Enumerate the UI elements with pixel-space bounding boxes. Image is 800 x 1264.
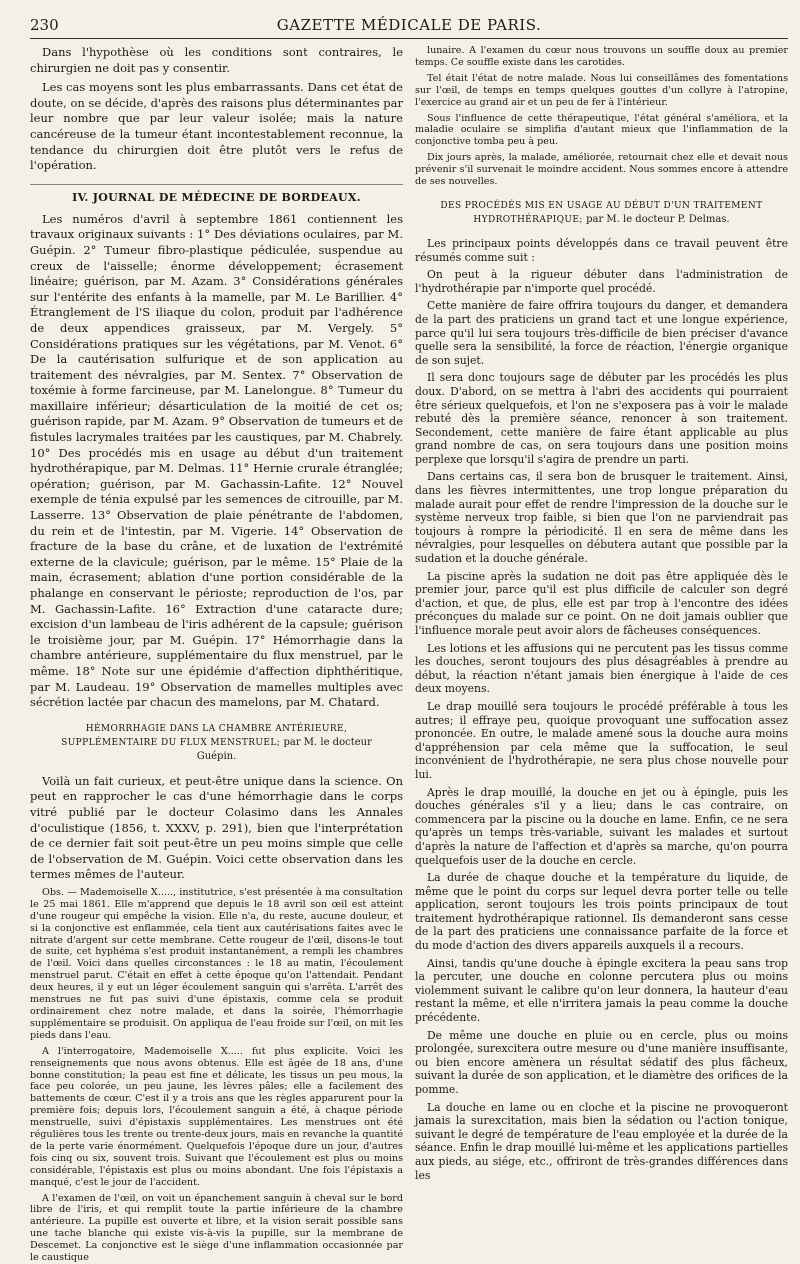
paragraph: Les cas moyens sont les plus embarrassants. Dans cet état de doute, on se décide, d'après des raisons plus déterminantes par leur nombre que par leur valeur isolée; mais la nature cancéreuse de la tumeur étant incontestablement reconnue, la tendance du chirurgien doit être plutôt vers le refus de l'opération. xyxy=(30,80,403,173)
article-title xyxy=(40,723,393,764)
journal-title: GAZETTE MÉDICALE DE PARIS. xyxy=(276,16,542,34)
paragraph: De même une douche en pluie ou en cercle, plus ou moins prolongée, surexcitera outre mesure ou d'une manière insuffisante, ou bien encore amènera un résultat sédatif des plus fâcheux, suivant la durée de son application, et le diamètre des orifices de la pomme. xyxy=(415,1028,788,1096)
paragraph: La durée de chaque douche et la température du liquide, de même que le point du corps sur lequel devra porter telle ou telle application, seront toujours les trois points principaux de tout traitement hydrothérapique rationnel. Ils demanderont sans cesse de la part des praticiens une connaissance parfaite de la force et du mode d'action des divers appareils auxquels il a recours. xyxy=(415,871,788,953)
paragraph: Dans l'hypothèse où les conditions sont contraires, le chirurgien ne doit pas y consentir. xyxy=(30,45,403,75)
paragraph: Le drap mouillé sera toujours le procédé préférable à tous les autres; il effraye peu, quoique provoquant une suffocation assez prononcée. En outre, le malade amené sous la douche aura moins d'appréhension par cela même que la suffocation, le seul inconvénient de l'hydrothérapie, ne sera plus chose nouvelle pour lui. xyxy=(415,699,788,781)
paragraph: Cette manière de faire offrira toujours du danger, et demandera de la part des praticiens un grand tact et une longue expérience, parce qu'il lui sera toujours très-difficile de bien préciser d'avance quelle sera la sensibilité, la force de réaction, l'énergie organique de son sujet. xyxy=(415,299,788,367)
columns xyxy=(30,45,788,1264)
paragraph: On peut à la rigueur débuter dans l'administration de l'hydrothérapie par n'importe quel procédé. xyxy=(415,268,788,295)
paragraph: Après le drap mouillé, la douche en jet ou à épingle, puis les douches générales s'il y a lieu; dans le cas contraire, on commencera par la piscine ou la douche en lame. Enfin, ce ne sera qu'après un temps très-variable, suivant les malades et surtout d'après la nature de l'affection et d'après sa marche, qu'on pourra quelquefois user de la douche en cercle. xyxy=(415,785,788,867)
article-title-text: DES PROCÉDÉS MIS EN USAGE AU DÉBUT D'UN TRAITEMENT HYDROTHÉRAPIQUE; xyxy=(440,200,763,225)
paragraph: La douche en lame ou en cloche et la piscine ne provoqueront jamais la surexcitation, mais bien la sédation ou l'action tonique, suivant le degré de température de l'eau employée et la durée de la séance. Enfin le drap mouillé lui-même et les applications partielles aux pieds, au siége, etc., offriront de très-grandes différences dans les xyxy=(415,1100,788,1182)
paragraph: Voilà un fait curieux, et peut-être unique dans la science. On peut en rapprocher le cas d'une hémorrhagie dans le corps vitré publié par le docteur Colasimo dans les Annales d'oculistique (1856, t. XXXV, p. 291), bien que l'interprétation de ce dernier fait soit peut-être un peu moins simple que celle de l'observation de M. Guépin. Voici cette observation dans les termes mêmes de l'auteur. xyxy=(30,773,403,882)
paragraph: Dans certains cas, il sera bon de brusquer le traitement. Ainsi, dans les fièvres intermittentes, une trop longue préparation du malade aurait pour effet de rendre l'impression de la douche sur le système nerveux trop faible, si bien que l'on ne parviendrait pas toujours à rompre la périodicité. Il en sera de même dans les névralgies, pour lesquelles on débutera autant que possible par la sudation et la douche générale. xyxy=(415,470,788,566)
paragraph: Les numéros d'avril à septembre 1861 contiennent les travaux originaux suivants : 1° Des déviations oculaires, par M. Guépin. 2° Tumeur fibro-plastique pédiculée, suspendue au creux de l'aisselle; énorme développement; écrasement linéaire; guérison, par M. Azam. 3° Considérations générales sur l'entérite des enfants à la mamelle, par M. Le Barillier. 4° Étranglement de l'S iliaque du colon, produit par l'adhérence de deux appendices graisseux, par M. Vergely. 5° Considérations pratiques sur les végétations, par M. Venot. 6° De la cautérisation sulfurique et de son application au traitement des névralgies, par M. Sentex. 7° Observation de toxémie à forme farcineuse, par M. Lanelongue. 8° Tumeur du maxillaire inférieur; désarticulation de la moitié de cet os; guérison rapide, par M. Azam. 9° Observation de tumeurs et de fistules lacrymales traitées par les caustiques, par M. Chabrely. 10° Des procédés mis en usage au début d'un traitement hydrothérapique, par M. Delmas. 11° Hernie crurale étranglée; opération; guérison, par M. Gachassin-Lafite. 12° Nouvel exemple de ténia expulsé par les semences de citrouille, par M. Lasserre. 13° Observation de plaie pénétrante de l'abdomen, du rein et de l'intestin, par M. Vigerie. 14° Observation de fracture de la base du crâne, et de luxation de l'extrémité externe de la clavicule; guérison, par le même. 15° Plaie de la main, écrasement; ablation d'une portion considérable de la phalange en conservant le périoste; reproduction de l'os, par M. Gachassin-Lafite. 16° Extraction d'une cataracte dure; excision d'un lambeau de l'iris adhérent de la capsule; guérison le troisième jour, par M. Guépin. 17° Hémorrhagie dans la chambre antérieure, supplémentaire du flux menstruel, par le même. 18° Note sur une épidémie d'affection diphthéritique, par M. Laudeau. 19° Observation de mamelles multiples avec sécrétion lactée par chacun des mamelons, par M. Chatard. xyxy=(30,211,403,710)
paragraph: Sous l'influence de cette thérapeutique, l'état général s'améliora, et la maladie oculaire se simplifia d'autant mieux que l'inflammation de la conjonctive tomba peu à peu. xyxy=(415,112,788,148)
paragraph: Tel était l'état de notre malade. Nous lui conseillâmes des fomentations sur l'œil, de temps en temps quelques gouttes d'un collyre à l'atropine, l'exercice au grand air et un peu de fer à l'intérieur. xyxy=(415,72,788,108)
page-header xyxy=(30,14,788,39)
paragraph: A l'interrogatoire, Mademoiselle X..... fut plus explicite. Voici les renseignements que nous avons obtenus. Elle est âgée de 18 ans, d'une bonne constitution; la peau est fine et délicate, les tissus un peu mous, la face peu colorée, un peu jaune, les lèvres pâles; elle a facilement des battements de cœur. C'est il y a trois ans que les règles apparurent pour la première fois; depuis lors, l'écoulement sanguin a été, à chaque période menstruelle, suivi d'épistaxis supplémentaires. Les menstrues ont été régulières tous les trente ou trente-deux jours, mais en revanche la quantité de la perte varie énormément. Quelquefois l'époque dure un jour, d'autres fois cinq ou six, souvent trois. Suivant que l'écoulement est plus ou moins considérable, l'épistaxis est plus ou moins abondant. Une fois l'épistaxis a manqué, c'est le jour de l'accident. xyxy=(30,1045,403,1188)
left-column xyxy=(30,45,403,1264)
section-heading: IV. JOURNAL DE MÉDECINE DE BORDEAUX. xyxy=(30,184,403,204)
article-byline: par M. le docteur P. Delmas. xyxy=(586,213,730,225)
article-byline: par M. le docteur Guépin. xyxy=(196,736,372,762)
article-title-text: HÉMORRHAGIE DANS LA CHAMBRE ANTÉRIEURE, SUPPLÉMENTAIRE DU FLUX MENSTRUEL; xyxy=(61,723,348,748)
paragraph: Les principaux points développés dans ce travail peuvent être résumés comme suit : xyxy=(415,236,788,264)
article-title xyxy=(425,200,778,227)
paragraph: Obs. — Mademoiselle X....., institutrice, s'est présentée à ma consultation le 25 mai 1861. Elle m'apprend que depuis le 18 avril son œil est atteint d'une rougeur qui empêche la vision. Elle n'a, du reste, aucune douleur, et si la conjonctive est enflammée, cela tient aux cautérisations faites avec le nitrate d'argent sur cette membrane. Cette rougeur de l'œil, disons-le tout de suite, cet hyphéma s'est produit instantanément, a rempli les chambres de l'œil. Voici dans quelles circonstances : le 18 au matin, l'écoulement menstruel parut. C'était en effet à cette époque qu'on l'attendait. Pendant deux heures, il y eut un léger écoulement sanguin qui s'arrêta. L'arrêt des menstrues ne fut pas suivi d'une épistaxis, comme cela se produit ordinairement chez notre malade, et dans la soirée, l'hémorrhagie supplémentaire se produisit. On appliqua de l'eau froide sur l'œil, on mit les pieds dans l'eau. xyxy=(30,886,403,1041)
paragraph: Dix jours après, la malade, améliorée, retournait chez elle et devait nous prévenir s'il survenait le moindre accident. Nous sommes encore à attendre de ses nouvelles. xyxy=(415,152,788,188)
paragraph: Les lotions et les affusions qui ne percutent pas les tissus comme les douches, seront toujours des plus désagréables à prendre au début, la réaction n'étant jamais bien énergique à l'aide de ces deux moyens. xyxy=(415,641,788,696)
paragraph: Ainsi, tandis qu'une douche à épingle excitera la peau sans trop la percuter, une douche en colonne percutera plus ou moins violemment suivant le calibre qu'on leur donnera, la hauteur d'eau restant la même, et elle n'irritera jamais la peau comme la douche précédente. xyxy=(415,956,788,1025)
paragraph: Il sera donc toujours sage de débuter par les procédés les plus doux. D'abord, on se mettra à l'abri des accidents qui pourraient être sérieux quelquefois, et l'on ne s'exposera pas à voir le malade rebuté dès la première séance, renoncer à son traitement. Secondement, cette manière de faire étant applicable au plus grand nombre de cas, on sera toujours dans une position moins perplexe que lorsqu'il s'agira de prendre un parti. xyxy=(415,371,788,466)
right-column xyxy=(415,45,788,1182)
page-number: 230 xyxy=(30,16,59,34)
paragraph: La piscine après la sudation ne doit pas être appliquée dès le premier jour, parce qu'il est plus difficile de calculer son degré d'action, et que, de plus, elle est par trop à l'encontre des idées préconçues du malade sur ce point. On ne doit jamais oublier que l'influence morale peut avoir alors de fâcheuses conséquences. xyxy=(415,569,788,637)
paragraph: lunaire. A l'examen du cœur nous trouvons un souffle doux au premier temps. Ce souffle existe dans les carotides. xyxy=(415,45,788,68)
paragraph: A l'examen de l'œil, on voit un épanchement sanguin à cheval sur le bord libre de l'iris, et qui remplit toute la partie inférieure de la chambre antérieure. La pupille est ouverte et libre, et la vision serait possible sans une tache blanche qui existe vis-à-vis la pupille, sur la membrane de Descemet. La conjonctive est le siège d'une inflammation occasionnée par le caustique xyxy=(30,1192,403,1264)
